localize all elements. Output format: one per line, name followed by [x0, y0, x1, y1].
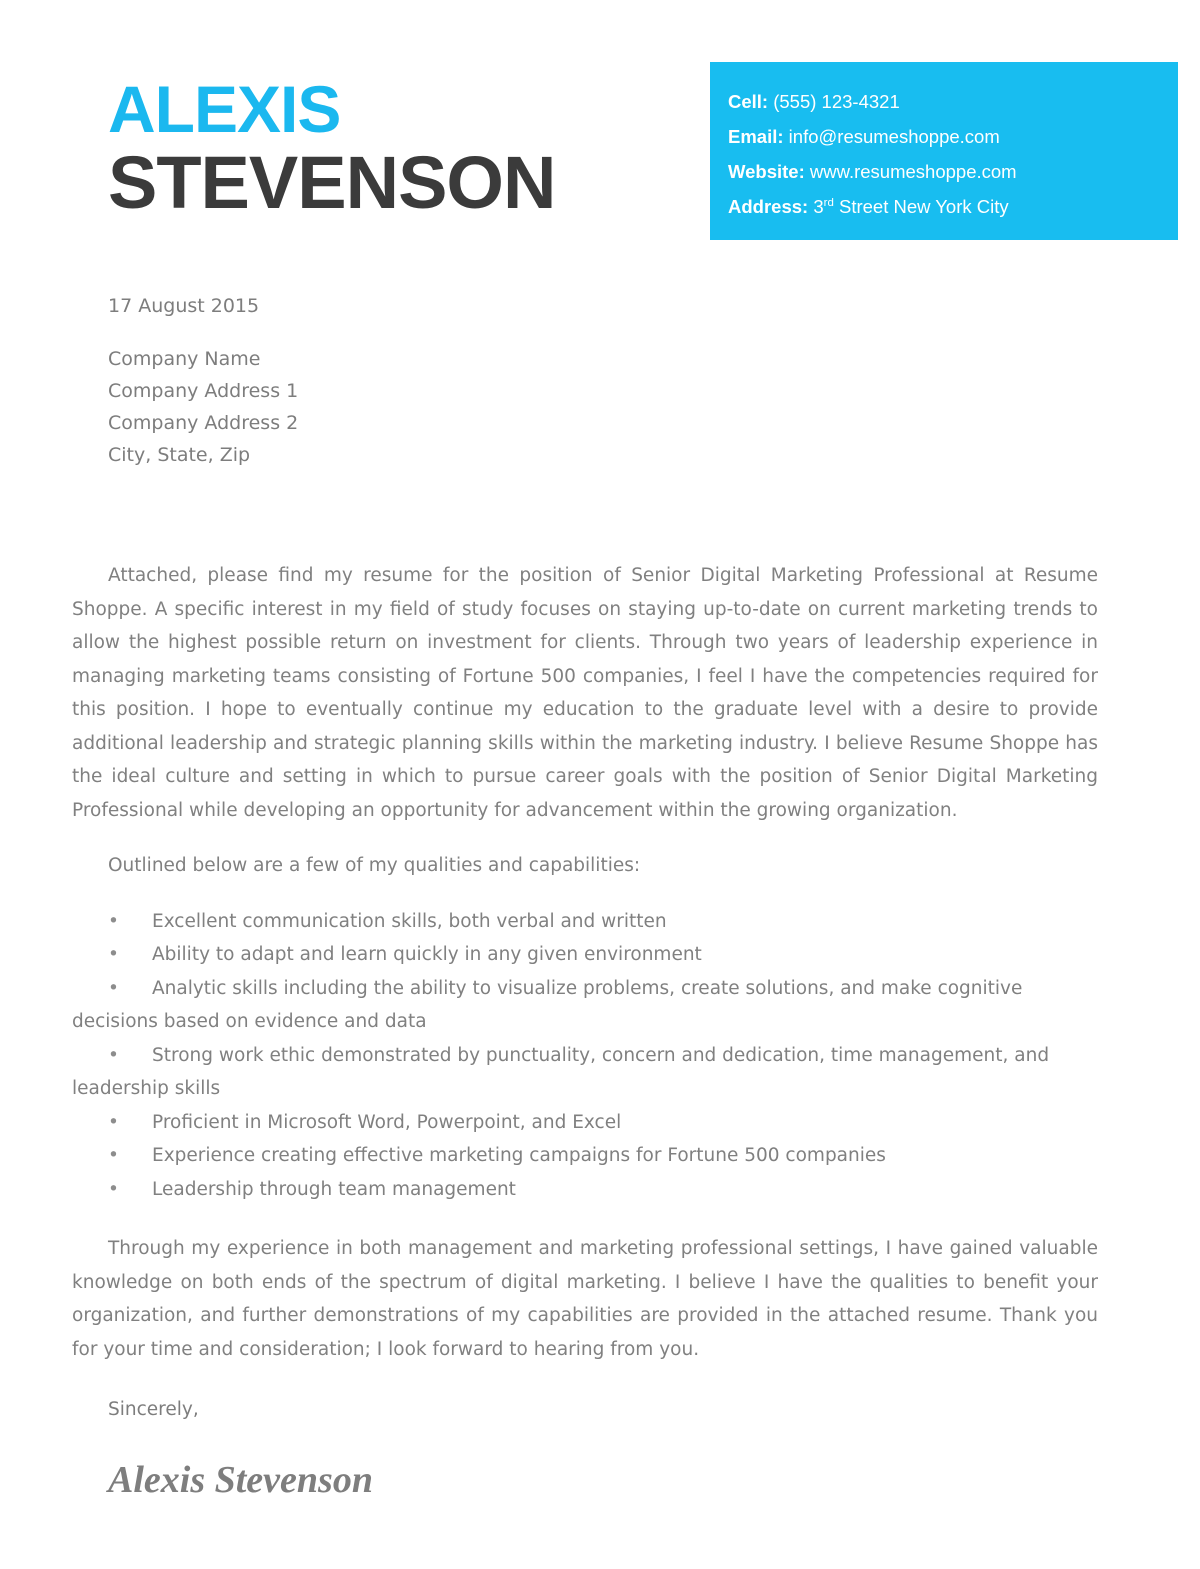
sign-off: Sincerely,: [108, 1399, 199, 1420]
contact-value-address: [813, 196, 1008, 217]
contact-value-website[interactable]: www.resumeshoppe.com: [809, 161, 1017, 182]
bullet-icon: •: [108, 1145, 119, 1166]
spacer: [72, 1206, 1098, 1232]
contact-line-cell: [728, 84, 1178, 119]
contact-line-address: [728, 189, 1178, 224]
letterhead-header: [0, 0, 1200, 250]
last-name: STEVENSON: [108, 141, 556, 225]
contact-info-box: [710, 62, 1178, 240]
first-name: ALEXIS: [108, 72, 341, 146]
bullet-icon: •: [108, 1178, 119, 1200]
letter-body: [72, 290, 1098, 1502]
address-street: Street New York City: [833, 196, 1009, 217]
list-item: [72, 1039, 1098, 1106]
recipient-line-address-1: Company Address 1: [108, 380, 299, 402]
address-ordinal-suffix: rd: [823, 196, 834, 209]
recipient-line-address-2: Company Address 2: [108, 412, 299, 434]
contact-label-cell: Cell:: [728, 91, 769, 112]
qualities-list: [72, 905, 1098, 1207]
list-item: [72, 1173, 1098, 1207]
list-item: [72, 1139, 1098, 1173]
list-item-text: Excellent communication skills, both verbal and written: [152, 910, 667, 932]
contact-value-cell: (555) 123-4321: [773, 91, 900, 112]
list-item-text: Proficient in Microsoft Word, Powerpoint, and Excel: [152, 1111, 622, 1133]
list-item: [72, 972, 1098, 1039]
contact-label-email: Email:: [728, 126, 784, 147]
paragraph-intro: Attached, please find my resume for the position of Senior Digital Marketing Professional at Resume Shoppe. A specific interest in my field of study focuses on staying up-to-date on current marketing trends to allow the highest possible return on investment for clients. Through two years of leadership experience in managing marketing teams consisting of Fortune 500 companies, I feel I have the competencies required for this position. I hope to eventually continue my education to the graduate level with a desire to provide additional leadership and strategic planning skills within the marketing industry. I believe Resume Shoppe has the ideal culture and setting in which to pursue career goals with the position of Senior Digital Marketing Professional while developing an opportunity for advancement within the growing organization.: [72, 565, 1098, 821]
letter-content: [72, 559, 1098, 1502]
spacer: [72, 883, 1098, 905]
recipient-line-city-state-zip: City, State, Zip: [108, 444, 251, 466]
recipient-address-block: [108, 343, 1098, 471]
letter-date: 17 August 2015: [108, 295, 260, 317]
list-item-text: Experience creating effective marketing campaigns for Fortune 500 companies: [152, 1145, 886, 1166]
paragraph-qualities-intro: Outlined below are a few of my qualities and capabilities:: [108, 855, 641, 876]
recipient-line-company: Company Name: [108, 348, 261, 370]
contact-line-email: [728, 119, 1178, 154]
signature: Alexis Stevenson: [108, 1459, 373, 1501]
list-item: [72, 1106, 1098, 1140]
address-number: 3: [813, 196, 824, 217]
bullet-icon: •: [108, 1111, 119, 1133]
applicant-name: [108, 72, 708, 225]
spacer: [72, 827, 1098, 849]
bullet-icon: •: [108, 977, 119, 999]
paragraph-closing: Through my experience in both management and marketing professional settings, I have gained valuable knowledge on both ends of the spectrum of digital marketing. I believe I have the qualities to benefit your organization, and further demonstrations of my capabilities are provided in the attached resume. Thank you for your time and consideration; I look forward to hearing from you.: [72, 1238, 1098, 1360]
bullet-icon: •: [108, 1044, 119, 1066]
list-item: [72, 938, 1098, 972]
list-item-text: Strong work ethic demonstrated by punctuality, concern and dedication, time management, and leadership skills: [72, 1044, 1050, 1099]
contact-line-website: [728, 154, 1178, 189]
contact-value-email[interactable]: info@resumeshoppe.com: [788, 126, 1000, 147]
bullet-icon: •: [108, 944, 119, 965]
contact-label-address: Address:: [728, 196, 809, 217]
list-item-text: Ability to adapt and learn quickly in any given environment: [152, 944, 702, 965]
contact-label-website: Website:: [728, 161, 805, 182]
list-item-text: Leadership through team management: [152, 1178, 516, 1200]
bullet-icon: •: [108, 910, 119, 932]
list-item-text: Analytic skills including the ability to visualize problems, create solutions, and make cognitive decisions based on evidence and data: [72, 977, 1023, 1032]
list-item: [72, 905, 1098, 939]
